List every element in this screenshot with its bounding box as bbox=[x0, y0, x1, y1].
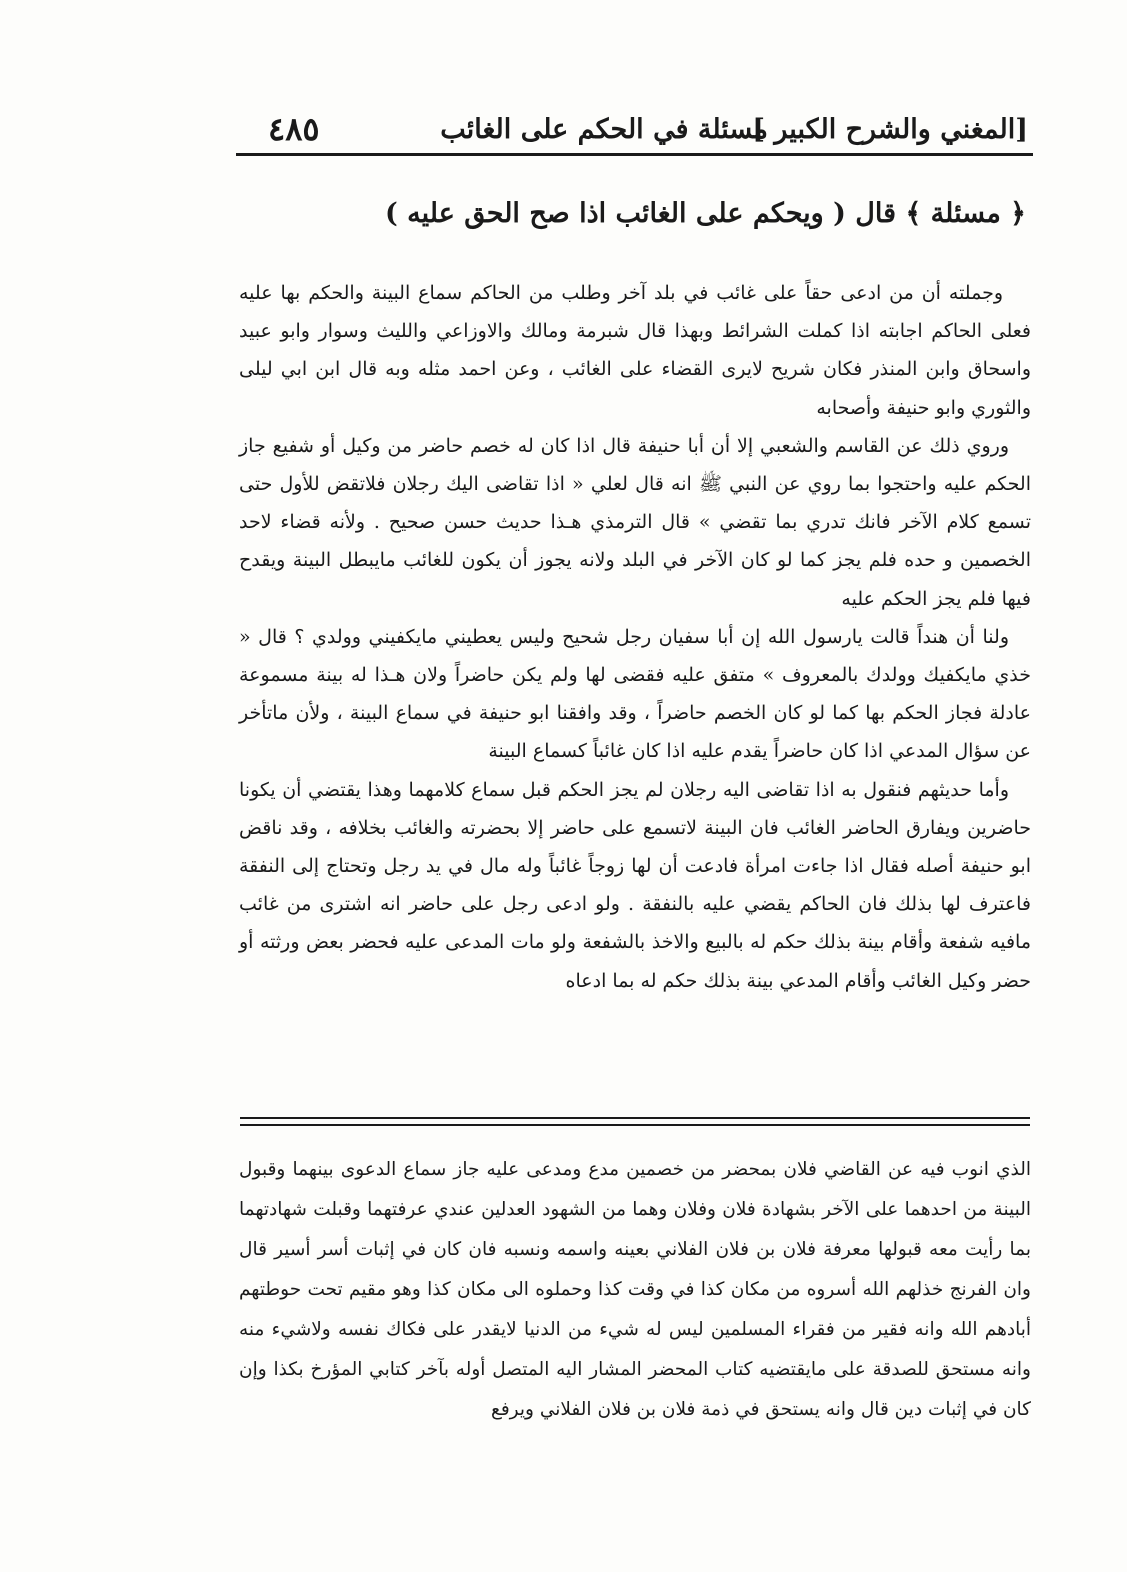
section-title: مسئلة في الحكم على الغائب bbox=[440, 114, 768, 145]
book-title: [المغني والشرح الكبير ] bbox=[752, 114, 1028, 145]
running-header bbox=[250, 104, 1028, 154]
footnote-text: الذي انوب فيه عن القاضي فلان بمحضر من خصمين مدع ومدعى عليه جاز سماع الدعوى بينهما وقبول البينة من احدهما على الآخر بشهادة فلان وفلان وهما من الشهود العدلين عندي عرفتهما وقبلت شهادتهما بما رأيت معه قبولها معرفة فلان بن فلان الفلاني بعينه واسمه ونسبه فان كان في إثبات أسر أسير قال وان الفرنج خذلهم الله أسروه من مكان كذا في وقت كذا وحملوه الى مكان كذا وهو مقيم تحت حوطتهم أبادهم الله وانه فقير من فقراء المسلمين ليس له شيء من الدنيا لايقدر على فكاك نفسه ولاشيء منه وانه مستحق للصدقة على مايقتضيه كتاب المحضر المشار اليه المتصل أوله بآخر كتابي المؤرخ بكذا وإن كان في إثبات دين قال وانه يستحق في ذمة فلان بن فلان الفلاني ويرفع bbox=[239, 1159, 1031, 1420]
section-heading: ﴿ مسئلة ﴾ قال ( ويحكم على الغائب اذا صح الحق عليه ) bbox=[385, 198, 1026, 229]
paragraph: وجملته أن من ادعى حقاً على غائب في بلد آخر وطلب من الحاكم سماع البينة والحكم بها عليه فعلى الحاكم اجابته اذا كملت الشرائط وبهذا قال شبرمة ومالك والاوزاعي والليث وسوار وابو عبيد واسحاق وابن المنذر فكان شريح لايرى القضاء على الغائب ، وعن احمد مثله وبه قال ابن ابي ليلى والثوري وابو حنيفة وأصحابه bbox=[239, 282, 1031, 419]
main-text bbox=[239, 274, 1031, 1000]
footnote-rule bbox=[240, 1117, 1030, 1119]
header-rule bbox=[236, 153, 1033, 156]
page-number: ٤٨٥ bbox=[268, 110, 320, 148]
footnote-rule bbox=[240, 1124, 1030, 1126]
paragraph: ولنا أن هنداً قالت يارسول الله إن أبا سفيان رجل شحيح وليس يعطيني مايكفيني وولدي ؟ قال « خذي مايكفيك وولدك بالمعروف » متفق عليه فقضى لها ولم يكن حاضراً ولان هـذا له بينة مسموعة عادلة فجاز الحكم بها كما لو كان الخصم حاضراً ، وقد وافقنا ابو حنيفة في سماع البينة ، ولأن ماتأخر عن سؤال المدعي اذا كان حاضراً يقدم عليه اذا كان غائباً كسماع البينة bbox=[239, 625, 1031, 763]
paragraph: وروي ذلك عن القاسم والشعبي إلا أن أبا حنيفة قال اذا كان له خصم حاضر من وكيل أو شفيع جاز الحكم عليه واحتجوا بما روي عن النبي ﷺ انه قال لعلي « اذا تقاضى اليك رجلان فلاتقض للأول حتى تسمع كلام الآخر فانك تدري بما تقضي » قال الترمذي هـذا حديث حسن صحيح . ولأنه قضاء لاحد الخصمين و حده فلم يجز كما لو كان الآخر في البلد ولانه يجوز أن يكون للغائب مايبطل البينة ويقدح فيها فلم يجز الحكم عليه bbox=[239, 434, 1031, 610]
footnote bbox=[239, 1150, 1031, 1430]
paragraph: وأما حديثهم فنقول به اذا تقاضى اليه رجلان لم يجز الحكم قبل سماع كلامهما وهذا يقتضي أن يكونا حاضرين ويفارق الحاضر الغائب فان البينة لاتسمع على حاضر إلا بحضرته والغائب بخلافه ، وقد ناقض ابو حنيفة أصله فقال اذا جاءت امرأة فادعت أن لها زوجاً غائباً وله مال في يد رجل وتحتاج إلى النفقة فاعترف لها بذلك فان الحاكم يقضي عليه بالنفقة . ولو ادعى رجل على حاضر انه اشترى من غائب مافيه شفعة وأقام بينة بذلك حكم له بالبيع والاخذ بالشفعة ولو مات المدعى عليه فحضر بعض ورثته أو حضر وكيل الغائب وأقام المدعي بينة بذلك حكم له بما ادعاه bbox=[239, 778, 1032, 992]
